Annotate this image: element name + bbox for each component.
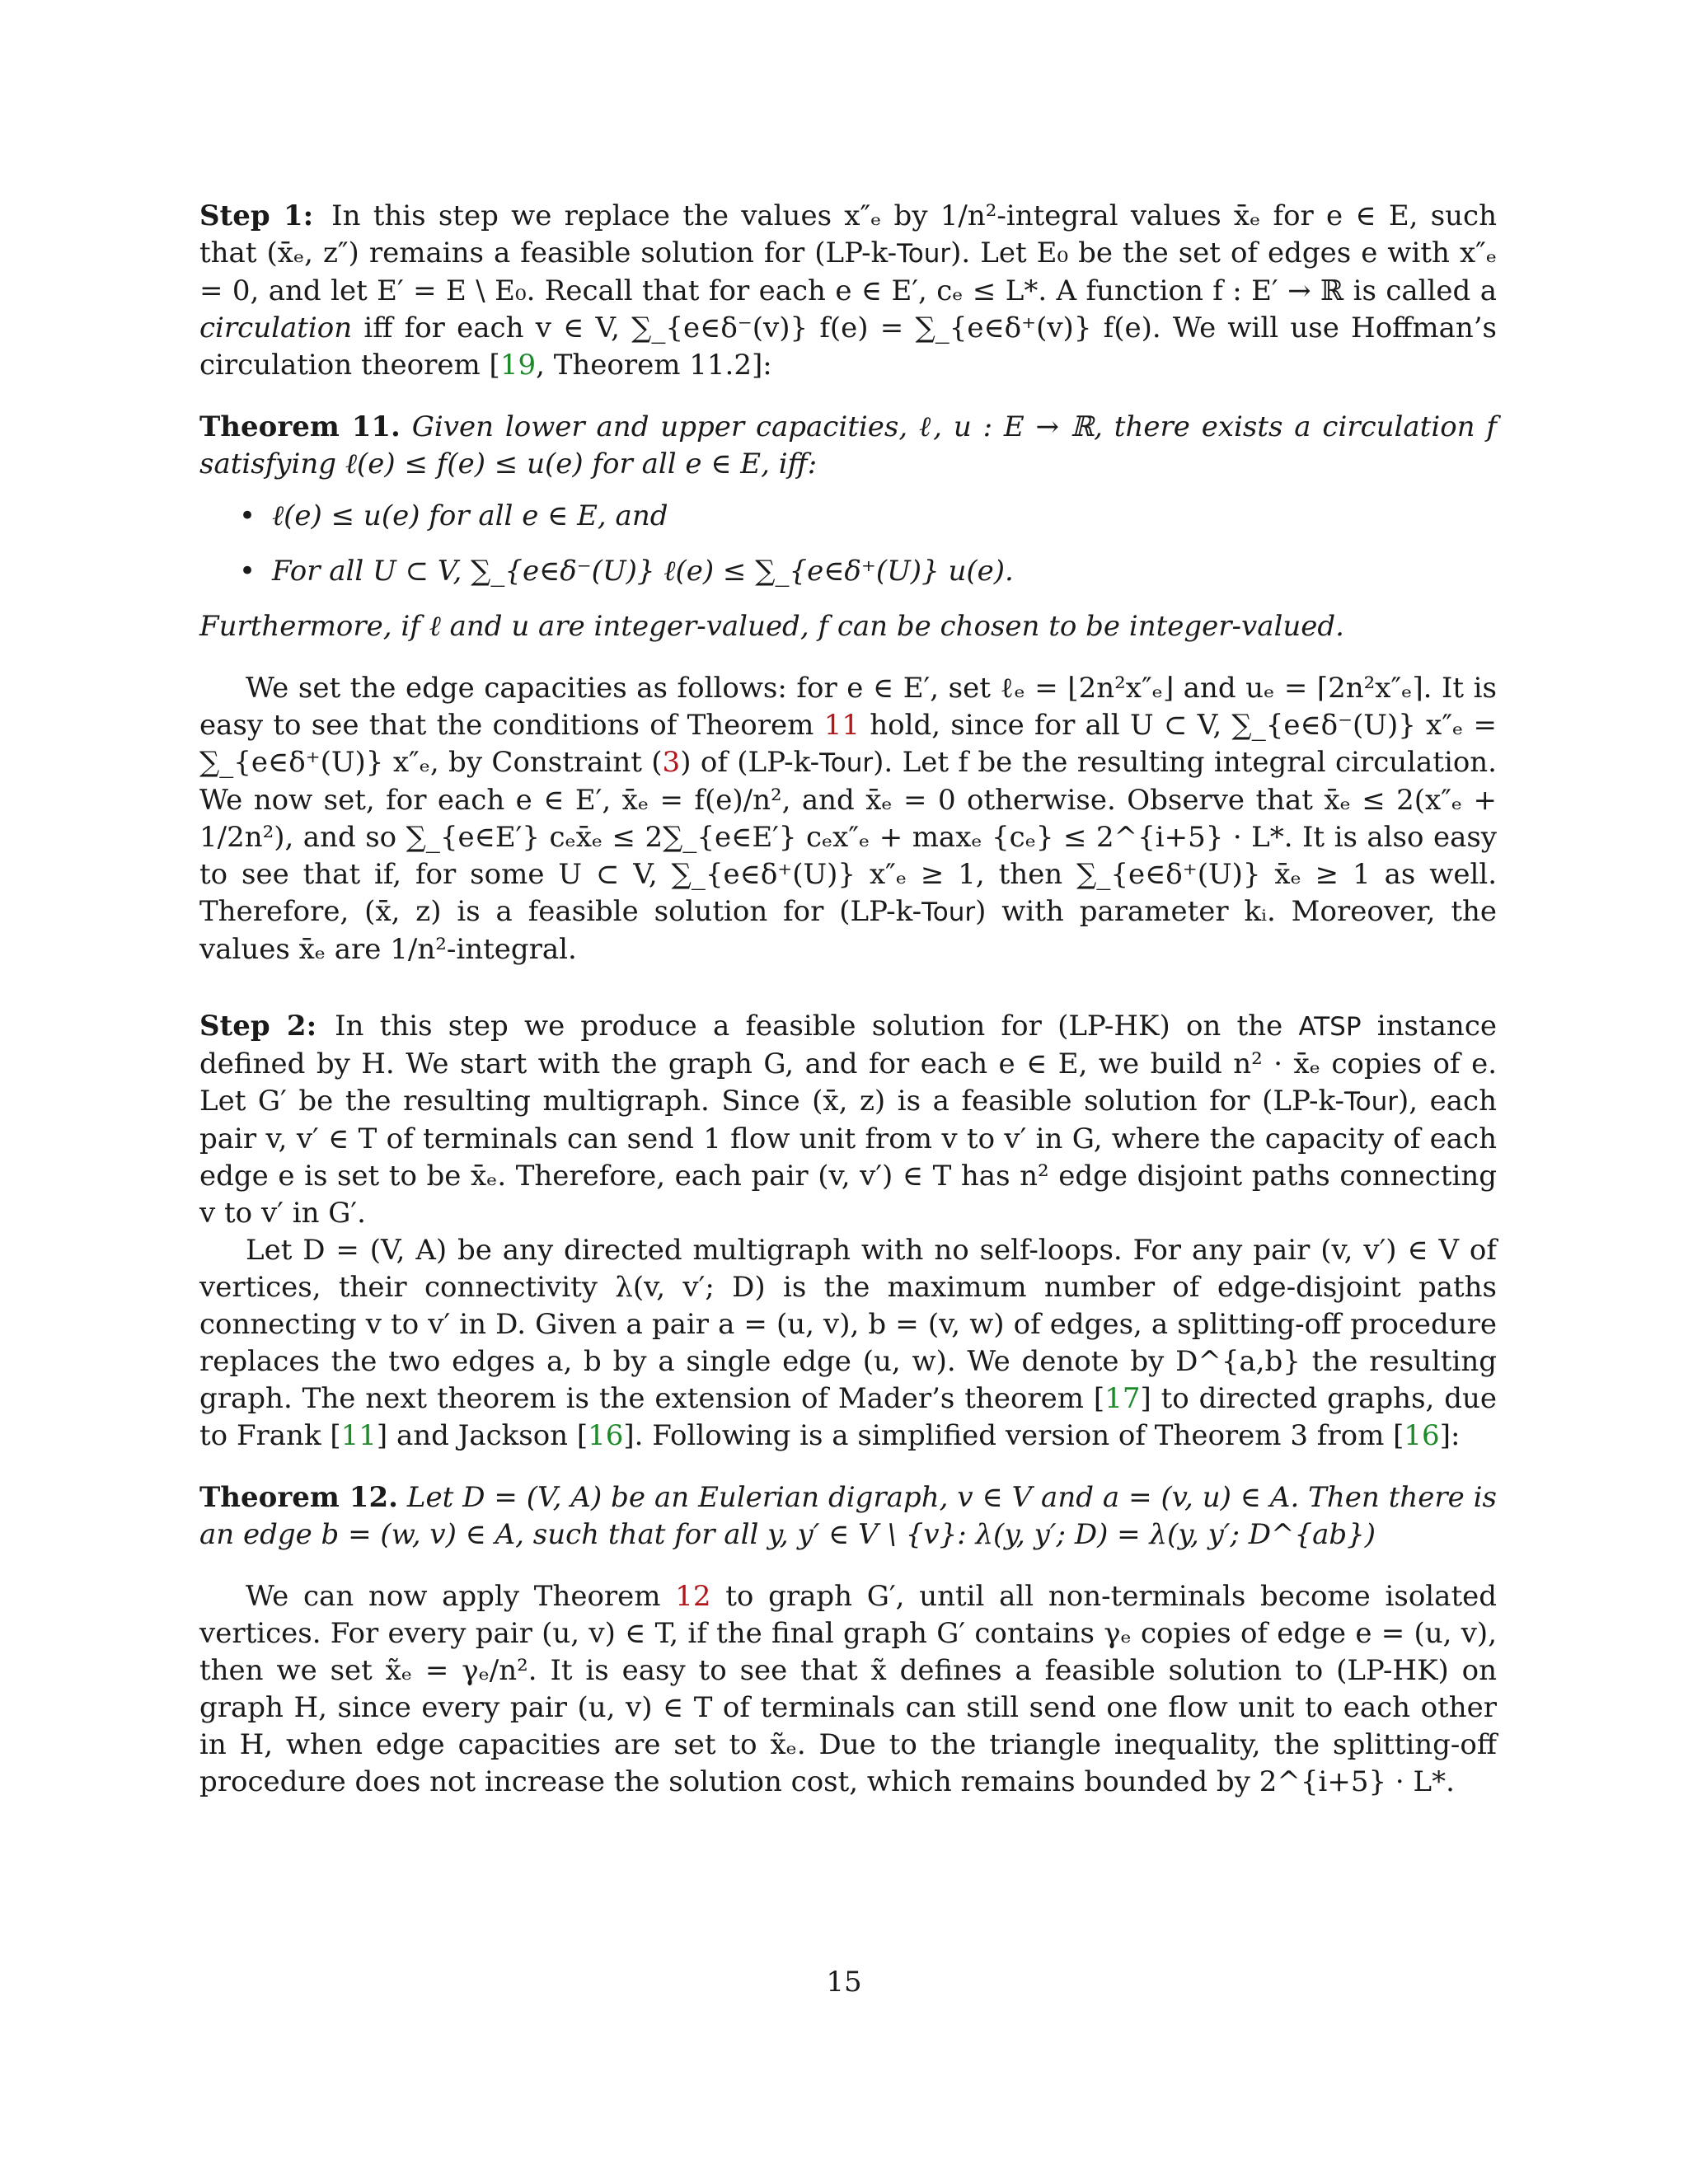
- step2-tour: Tour: [1343, 1087, 1399, 1117]
- step2-text-c: ), each pair v, v′ ∈ T of terminals can send 1 flow unit from v to v′ in G, where the capacity of each edge e is set to be x̄ₑ. Therefore, each pair (v, v′) ∈ T has n² edge disjoint paths connecting v to v′ in G′.: [199, 1085, 1497, 1230]
- constraint-ref-link[interactable]: 3: [662, 746, 681, 779]
- theorem-12-text: Let D = (V, A) be an Eulerian digraph, v ∈ V and a = (v, u) ∈ A. Then there is an edge b = (w, v) ∈ A, such that for all y, y′ ∈ V \ {v}: λ(y, y′; D) = λ(y, y′; D^{ab}): [199, 1481, 1498, 1551]
- apply-text-a: We can now apply Theorem: [246, 1580, 676, 1613]
- page-body: [199, 198, 1497, 1801]
- condition-text: ℓ(e) ≤ u(e) for all e ∈ E, and: [272, 499, 668, 532]
- list-item: [239, 498, 1497, 535]
- bullet-icon: •: [239, 499, 256, 532]
- caps-text-c: ) of (LP-k-: [680, 746, 820, 779]
- step2-paragraph: [199, 1008, 1497, 1232]
- citation-link[interactable]: 16: [588, 1419, 624, 1452]
- theorem-ref-link[interactable]: 12: [675, 1580, 711, 1613]
- caps-text-d: ). Let f be the resulting integral circulation. We now set, for each e ∈ E′, x̄ₑ = f(e)/n², and x̄ₑ = 0 otherwise. Observe that x̄ₑ ≤ 2(x″ₑ + 1/2n²), and so ∑_{e∈E′} cₑx̄ₑ ≤ 2∑_{e∈E′} cₑx″ₑ + maxₑ {cₑ} ≤ 2^{i+5} · L*. It is also easy to see that if, for some U ⊂ V, ∑_{e∈δ⁺(U)} x″ₑ ≥ 1, then ∑_{e∈δ⁺(U)} x̄ₑ ≥ 1 as well. Therefore, (x̄, z) is a feasible solution for (LP-k-: [199, 746, 1497, 928]
- theorem-12: [199, 1479, 1497, 1554]
- caps-tour: Tour: [819, 748, 874, 778]
- citation-link[interactable]: 16: [1404, 1419, 1440, 1452]
- theorem-11-conditions: [199, 498, 1497, 590]
- capacities-paragraph: [199, 670, 1497, 968]
- theorem-11-text: Given lower and upper capacities, ℓ, u : E → ℝ, there exists a circulation f satisfying ℓ(e) ≤ f(e) ≤ u(e) for all e ∈ E, iff:: [199, 410, 1497, 480]
- citation-link[interactable]: 19: [499, 349, 537, 382]
- step1-text-a: In this step we replace the values x″ₑ by 1/n²-integral values x̄ₑ for e ∈ E, such that (x̄ₑ, z″) remains a feasible solution for (LP-k-: [199, 199, 1497, 269]
- theorem-11-label: Theorem 11.: [199, 410, 401, 443]
- theorem-12-label: Theorem 12.: [199, 1481, 398, 1514]
- split-text-d: ]. Following is a simplified version of Theorem 3 from [: [623, 1419, 1404, 1452]
- step1-tour: Tour: [897, 239, 951, 269]
- step2-text-a: In this step we produce a feasible solution for (LP-HK) on the: [335, 1010, 1299, 1043]
- step1-label: Step 1:: [199, 199, 314, 232]
- theorem-11: [199, 409, 1497, 483]
- step1-text-c: iff for each v ∈ V, ∑_{e∈δ⁻(v)} f(e) = ∑_{e∈δ⁺(v)} f(e). We will use Hoffman’s circulation theorem [: [199, 312, 1497, 382]
- step1-paragraph: [199, 198, 1497, 384]
- apply-paragraph: [199, 1578, 1497, 1801]
- theorem-11-tail: Furthermore, if ℓ and u are integer-valued, f can be chosen to be integer-valued.: [199, 610, 1344, 643]
- theorem-ref-link[interactable]: 11: [823, 709, 860, 742]
- split-text-b: ] to directed graphs, due to Frank [: [199, 1382, 1497, 1452]
- condition-text: For all U ⊂ V, ∑_{e∈δ⁻(U)} ℓ(e) ≤ ∑_{e∈δ⁺(U)} u(e).: [272, 555, 1014, 588]
- apply-text-b: to graph G′, until all non-terminals become isolated vertices. For every pair (u, v) ∈ T, if the final graph G′ contains γₑ copies of edge e = (u, v), then we set x̃ₑ = γₑ/n². It is easy to see that x̃ defines a feasible solution to (LP-HK) on graph H, since every pair (u, v) ∈ T of terminals can still send one flow unit to each other in H, when edge capacities are set to x̃ₑ. Due to the triangle inequality, the splitting-off procedure does not increase the solution cost, which remains bounded by 2^{i+5} · L*.: [199, 1580, 1497, 1798]
- step2-text-b: instance defined by H. We start with the graph G, and for each e ∈ E, we build n² · x̄ₑ copies of e. Let G′ be the resulting multigraph. Since (x̄, z) is a feasible solution for (LP-k-: [199, 1010, 1497, 1118]
- citation-link[interactable]: 17: [1104, 1382, 1141, 1415]
- step1-text-d: , Theorem 11.2]:: [536, 349, 772, 382]
- split-text-c: ] and Jackson [: [376, 1419, 588, 1452]
- bullet-icon: •: [239, 555, 256, 588]
- step2-label: Step 2:: [199, 1010, 317, 1043]
- caps-text-e: ) with parameter kᵢ. Moreover, the values x̄ₑ are 1/n²-integral.: [199, 895, 1497, 966]
- split-text-a: Let D = (V, A) be any directed multigraph with no self-loops. For any pair (v, v′) ∈ V of vertices, their connectivity λ(v, v′; D) is the maximum number of edge-disjoint paths connecting v to v′ in D. Given a pair a = (u, v), b = (v, w) of edges, a splitting-off procedure replaces the two edges a, b by a single edge (u, w). We denote by D^{a,b} the resulting graph. The next theorem is the extension of Mader’s theorem [: [199, 1234, 1497, 1415]
- list-item: [239, 553, 1497, 590]
- caps-text-b: hold, since for all U ⊂ V, ∑_{e∈δ⁻(U)} x″ₑ = ∑_{e∈δ⁺(U)} x″ₑ, by Constraint (: [199, 709, 1497, 779]
- step2-atsp: ATSP: [1298, 1012, 1362, 1042]
- citation-link[interactable]: 11: [340, 1419, 377, 1452]
- split-text-e: ]:: [1439, 1419, 1461, 1452]
- caps-tour-2: Tour: [921, 898, 976, 927]
- splitting-paragraph: [199, 1232, 1497, 1455]
- step1-circulation-term: circulation: [199, 312, 353, 344]
- page-number: 15: [826, 1966, 862, 1999]
- step1-text-b: ). Let E₀ be the set of edges e with x″ₑ = 0, and let E′ = E \ E₀. Recall that for each e ∈ E′, cₑ ≤ L*. A function f : E′ → ℝ is called a: [199, 237, 1498, 307]
- caps-text-a: We set the edge capacities as follows: for e ∈ E′, set ℓₑ = ⌊2n²x″ₑ⌋ and uₑ = ⌈2n²x″ₑ⌉. It is easy to see that the conditions of Theorem: [199, 672, 1497, 742]
